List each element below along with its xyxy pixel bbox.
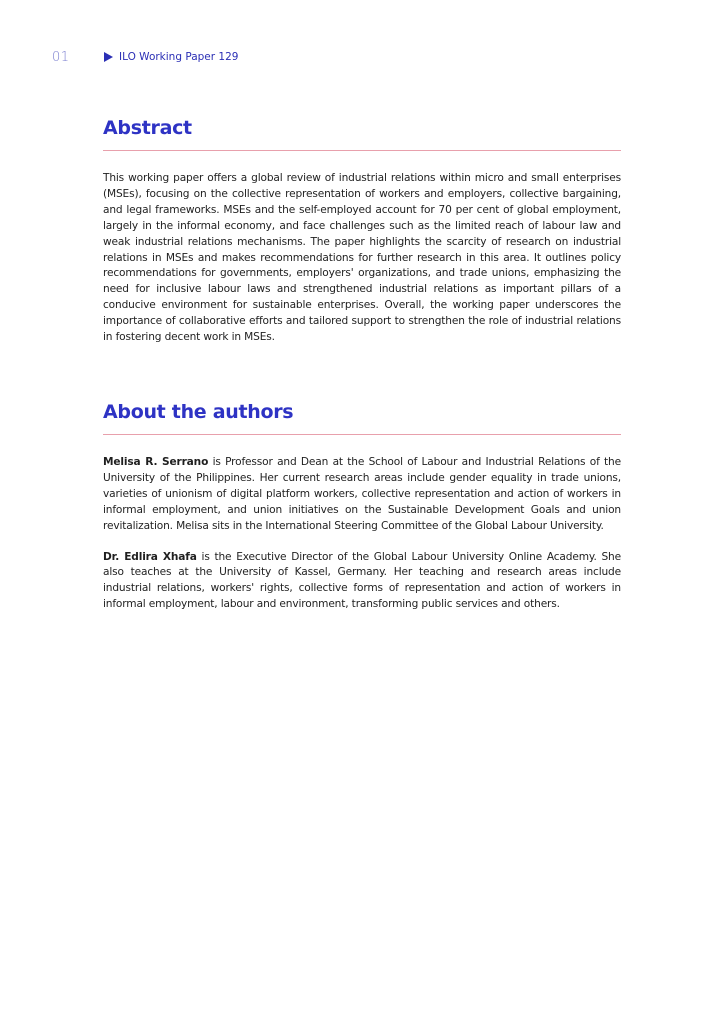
abstract-text: This working paper offers a global review of industrial relations within micro and small enterprises (MSEs), focusing on the collective representation of workers and employers, collective bargaining, and legal frameworks. MSEs and the self-employed account for 70 per cent of global employment, largely in the informal economy, and face challenges such as the limited reach of labour law and weak industrial relations mechanisms. The paper highlights the scarcity of research on industrial relations in MSEs and makes recommendations for further research in this area. It outlines policy recommendations for governments, employers' organizations, and trade unions, emphasizing the need for inclusive labour laws and strengthened industrial relations as important pillars of a conducive environment for sustainable enterprises. Overall, the working paper underscores the importance of collaborative efforts and tailored support to strengthen the role of industrial relations in fostering decent work in MSEs. [103,172,621,344]
page-header [52,49,238,65]
page-number: 01 [52,49,70,65]
section-divider [103,150,621,151]
author-bio [103,550,621,614]
author-bio-text: is Professor and Dean at the School of Labour and Industrial Relations of the University of the Philippines. Her current research areas include gender equality in trade unions, varieties of unionism of digital platform workers, collective representation and action of workers in informal employment, and union initiatives on the Sustainable Development Goals and union revitalization. Melisa sits in the International Steering Committee of the Global Labour University. [103,456,621,532]
author-bio [103,455,621,535]
author-name: Melisa R. Serrano [103,456,209,468]
running-title: ILO Working Paper 129 [119,51,239,63]
authors-heading: About the authors [103,401,294,423]
author-bio-text: is the Executive Director of the Global Labour University Online Academy. She also teaches at the University of Kassel, Germany. Her teaching and research areas include industrial relations, workers' rights, collective forms of representation and action of workers in informal employment, labour and environment, transforming public services and others. [103,550,621,611]
abstract-heading: Abstract [103,117,192,139]
author-name: Dr. Edlira Xhafa [103,550,197,563]
triangle-right-icon [104,52,113,62]
abstract-section [103,117,621,346]
authors-section [103,401,621,613]
section-divider [103,434,621,435]
